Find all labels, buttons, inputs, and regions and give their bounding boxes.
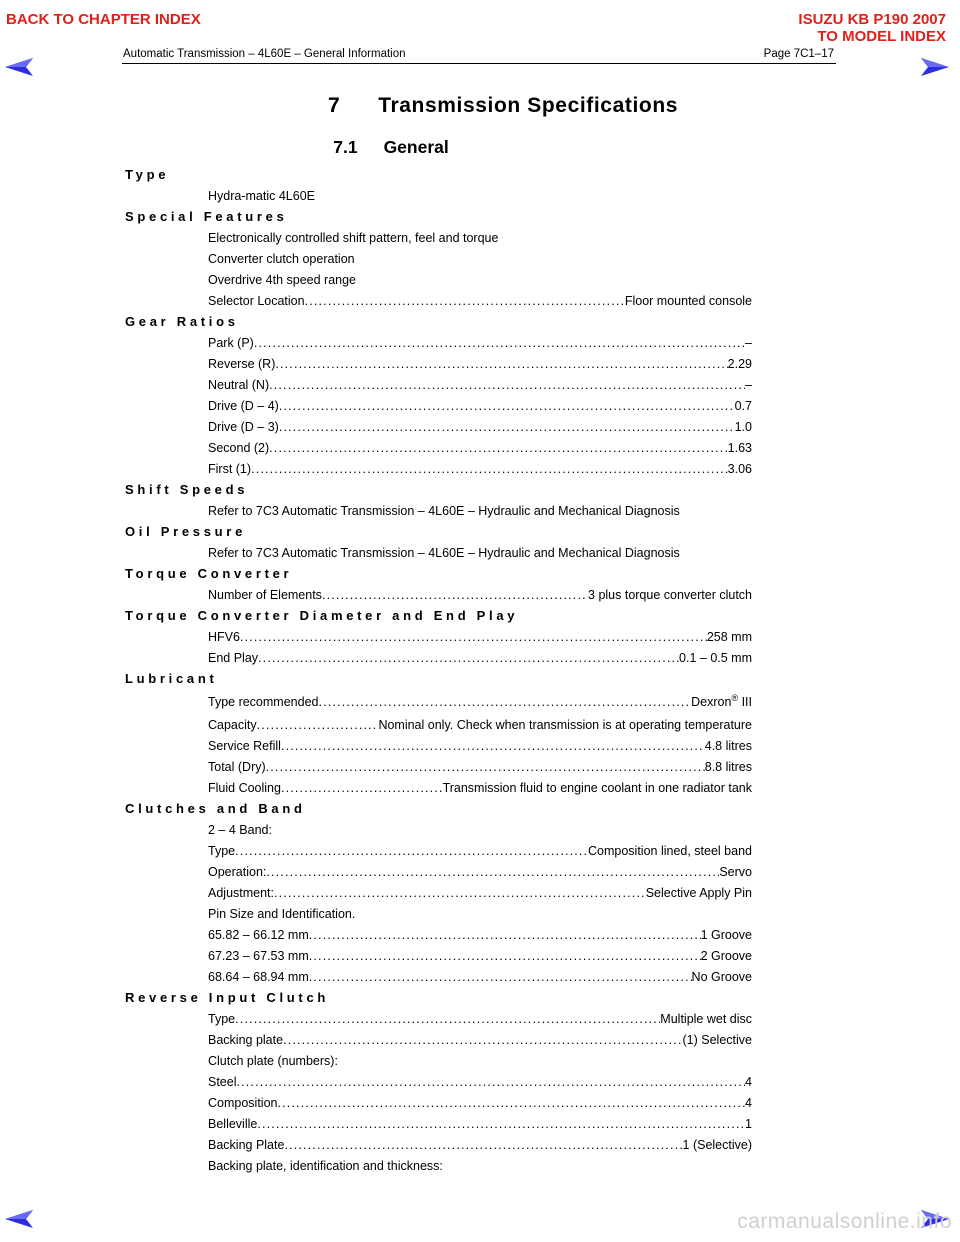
dot-leader (235, 1012, 660, 1026)
subheading-label: Clutch plate (numbers): (208, 1053, 338, 1068)
spec-row (125, 185, 752, 206)
spec-label: Neutral (N) (208, 377, 270, 392)
dot-leader (279, 420, 735, 434)
spec-label: Adjustment: (208, 885, 275, 900)
spec-value: 3 plus torque converter clutch (588, 587, 752, 602)
spec-label: 65.82 – 66.12 mm (208, 927, 309, 942)
previous-page-arrow-icon[interactable] (4, 57, 34, 77)
dot-leader (309, 949, 701, 963)
spec-row (125, 966, 752, 987)
spec-value (691, 693, 752, 709)
spec-value: Servo (719, 864, 752, 879)
dot-leader (309, 970, 692, 984)
reference-text: Refer to 7C3 Automatic Transmission – 4L60E – Hydraulic and Mechanical Diagnosis (208, 545, 680, 560)
spec-value: Selective Apply Pin (645, 885, 752, 900)
header-rule (122, 63, 836, 64)
dot-leader (309, 928, 701, 942)
spec-label: Selector Location (208, 293, 305, 308)
dot-leader (251, 462, 728, 476)
spec-label: Steel (208, 1074, 237, 1089)
spec-row (125, 1134, 752, 1155)
spec-row (125, 1029, 752, 1050)
heading-reverse-input-clutch: Reverse Input Clutch (125, 990, 330, 1005)
dot-leader (275, 357, 727, 371)
feature-text: Converter clutch operation (208, 251, 355, 266)
spec-value: – (745, 377, 752, 392)
spec-label: Capacity (208, 717, 257, 732)
spec-label: 67.23 – 67.53 mm (208, 948, 309, 963)
spec-row (125, 945, 752, 966)
spec-row (125, 777, 752, 798)
spec-row (125, 374, 752, 395)
spec-label: Second (2) (208, 440, 270, 455)
watermark: carmanualsonline.info (737, 1210, 952, 1233)
heading-clutches-and-band: Clutches and Band (125, 801, 306, 816)
spec-row (125, 269, 752, 290)
spec-value: 1.63 (727, 440, 752, 455)
dot-leader (283, 1033, 682, 1047)
spec-label: Reverse (R) (208, 356, 276, 371)
spec-value: 8.8 litres (704, 759, 752, 774)
spec-label: Fluid Cooling (208, 780, 281, 795)
to-model-index-link[interactable]: TO MODEL INDEX (817, 28, 946, 45)
spec-label: Service Refill (208, 738, 281, 753)
spec-row (125, 819, 752, 840)
dot-leader (281, 739, 705, 753)
spec-row (125, 689, 752, 714)
specifications-content (125, 164, 752, 1176)
spec-label: Type recommended (208, 694, 319, 709)
spec-label: Number of Elements (208, 587, 322, 602)
spec-row (125, 500, 752, 521)
previous-page-bottom-arrow-icon[interactable] (4, 1209, 34, 1229)
spec-row (125, 903, 752, 924)
dot-leader (284, 1138, 682, 1152)
spec-value: Nominal only. Check when transmission is at operating temperature (378, 717, 752, 732)
subheading-label: Pin Size and Identification. (208, 906, 356, 921)
subheading-label: Backing plate, identification and thickness: (208, 1158, 443, 1173)
dot-leader (279, 399, 735, 413)
spec-value: – (745, 335, 752, 350)
dot-leader (254, 336, 745, 350)
spec-value: Transmission fluid to engine coolant in one radiator tank (442, 780, 752, 795)
spec-value: 1 Groove (700, 927, 752, 942)
heading-gear-ratios: Gear Ratios (125, 314, 239, 329)
spec-label: 68.64 – 68.94 mm (208, 969, 309, 984)
title-number: 7 (327, 94, 341, 117)
dot-leader (277, 1096, 745, 1110)
dot-leader (274, 886, 646, 900)
spec-value: 4.8 litres (704, 738, 752, 753)
spec-value: 1.0 (734, 419, 752, 434)
page-title (0, 94, 960, 118)
heading-torque-converter: Torque Converter (125, 566, 293, 581)
spec-row (125, 1155, 752, 1176)
dexron-grade: III (738, 695, 752, 710)
type-value: Hydra-matic 4L60E (208, 188, 315, 203)
dot-leader (318, 695, 691, 709)
heading-lubricant: Lubricant (125, 671, 218, 686)
dot-leader (240, 630, 707, 644)
heading-tc-diameter-end-play: Torque Converter Diameter and End Play (125, 608, 519, 623)
spec-row (125, 1050, 752, 1071)
dot-leader (322, 588, 588, 602)
spec-label: Type (208, 843, 236, 858)
spec-row (125, 248, 752, 269)
dot-leader (269, 378, 745, 392)
heading-special-features: Special Features (125, 209, 288, 224)
dot-leader (237, 1075, 746, 1089)
spec-row (125, 458, 752, 479)
dot-leader (235, 844, 588, 858)
subtitle-text: General (383, 137, 449, 157)
spec-label: Belleville (208, 1116, 258, 1131)
dot-leader (257, 718, 379, 732)
spec-value: 0.7 (734, 398, 752, 413)
spec-row (125, 840, 752, 861)
feature-text: Overdrive 4th speed range (208, 272, 357, 287)
spec-value: 0.1 – 0.5 mm (679, 650, 752, 665)
spec-row (125, 626, 752, 647)
spec-value: Multiple wet disc (660, 1011, 752, 1026)
reference-text: Refer to 7C3 Automatic Transmission – 4L60E – Hydraulic and Mechanical Diagnosis (208, 503, 680, 518)
spec-row (125, 437, 752, 458)
spec-row (125, 735, 752, 756)
heading-shift-speeds: Shift Speeds (125, 482, 249, 497)
spec-row (125, 1092, 752, 1113)
spec-row (125, 332, 752, 353)
spec-label: End Play (208, 650, 259, 665)
spec-value: 2.29 (727, 356, 752, 371)
spec-label: Operation: (208, 864, 267, 879)
back-to-chapter-index-link[interactable]: BACK TO CHAPTER INDEX (6, 11, 201, 28)
spec-row (125, 882, 752, 903)
subtitle-number: 7.1 (333, 137, 358, 157)
spec-label: Park (P) (208, 335, 254, 350)
spec-label: Drive (D – 4) (208, 398, 279, 413)
spec-row (125, 1113, 752, 1134)
spec-row (125, 542, 752, 563)
spec-value: 1 (745, 1116, 752, 1131)
spec-value: 1 (Selective) (682, 1137, 752, 1152)
spec-row (125, 714, 752, 735)
heading-oil-pressure: Oil Pressure (125, 524, 246, 539)
spec-value: 3.06 (727, 461, 752, 476)
spec-label: Type (208, 1011, 236, 1026)
feature-text: Electronically controlled shift pattern, feel and torque (208, 230, 499, 245)
spec-value: No Groove (691, 969, 752, 984)
spec-row (125, 353, 752, 374)
registered-mark: ® (731, 693, 739, 704)
subheading-label: 2 – 4 Band: (208, 822, 272, 837)
spec-label: Composition (208, 1095, 278, 1110)
spec-row (125, 647, 752, 668)
spec-label: Backing plate (208, 1032, 284, 1047)
spec-value: 2 Groove (700, 948, 752, 963)
spec-value: (1) Selective (682, 1032, 752, 1047)
spec-row (125, 227, 752, 248)
spec-row (125, 416, 752, 437)
spec-value: 258 mm (706, 629, 752, 644)
spec-label: First (1) (208, 461, 252, 476)
spec-label: HFV6 (208, 629, 240, 644)
dot-leader (266, 865, 719, 879)
model-title[interactable]: ISUZU KB P190 2007 (798, 11, 946, 28)
spec-label: Backing Plate (208, 1137, 285, 1152)
spec-row (125, 924, 752, 945)
spec-value: 4 (745, 1074, 752, 1089)
heading-type: Type (125, 167, 170, 182)
spec-label: Drive (D – 3) (208, 419, 279, 434)
section-title (0, 137, 782, 158)
spec-row (125, 861, 752, 882)
spec-row (125, 395, 752, 416)
spec-row (125, 584, 752, 605)
spec-row (125, 1008, 752, 1029)
dot-leader (257, 1117, 745, 1131)
dot-leader (305, 294, 625, 308)
spec-row (125, 1071, 752, 1092)
spec-value: Floor mounted console (624, 293, 752, 308)
dot-leader (266, 760, 705, 774)
running-header-title: Automatic Transmission – 4L60E – General Information (123, 48, 406, 60)
next-page-arrow-icon[interactable] (920, 57, 950, 77)
spec-row (125, 290, 752, 311)
dot-leader (269, 441, 728, 455)
dot-leader (281, 781, 443, 795)
page-number: Page 7C1–17 (763, 48, 834, 60)
title-text: Transmission Specifications (378, 94, 679, 117)
spec-row (125, 756, 752, 777)
spec-value: Composition lined, steel band (588, 843, 752, 858)
dexron-name: Dexron (691, 695, 732, 710)
dot-leader (258, 651, 679, 665)
spec-label: Total (Dry) (208, 759, 266, 774)
spec-value: 4 (745, 1095, 752, 1110)
